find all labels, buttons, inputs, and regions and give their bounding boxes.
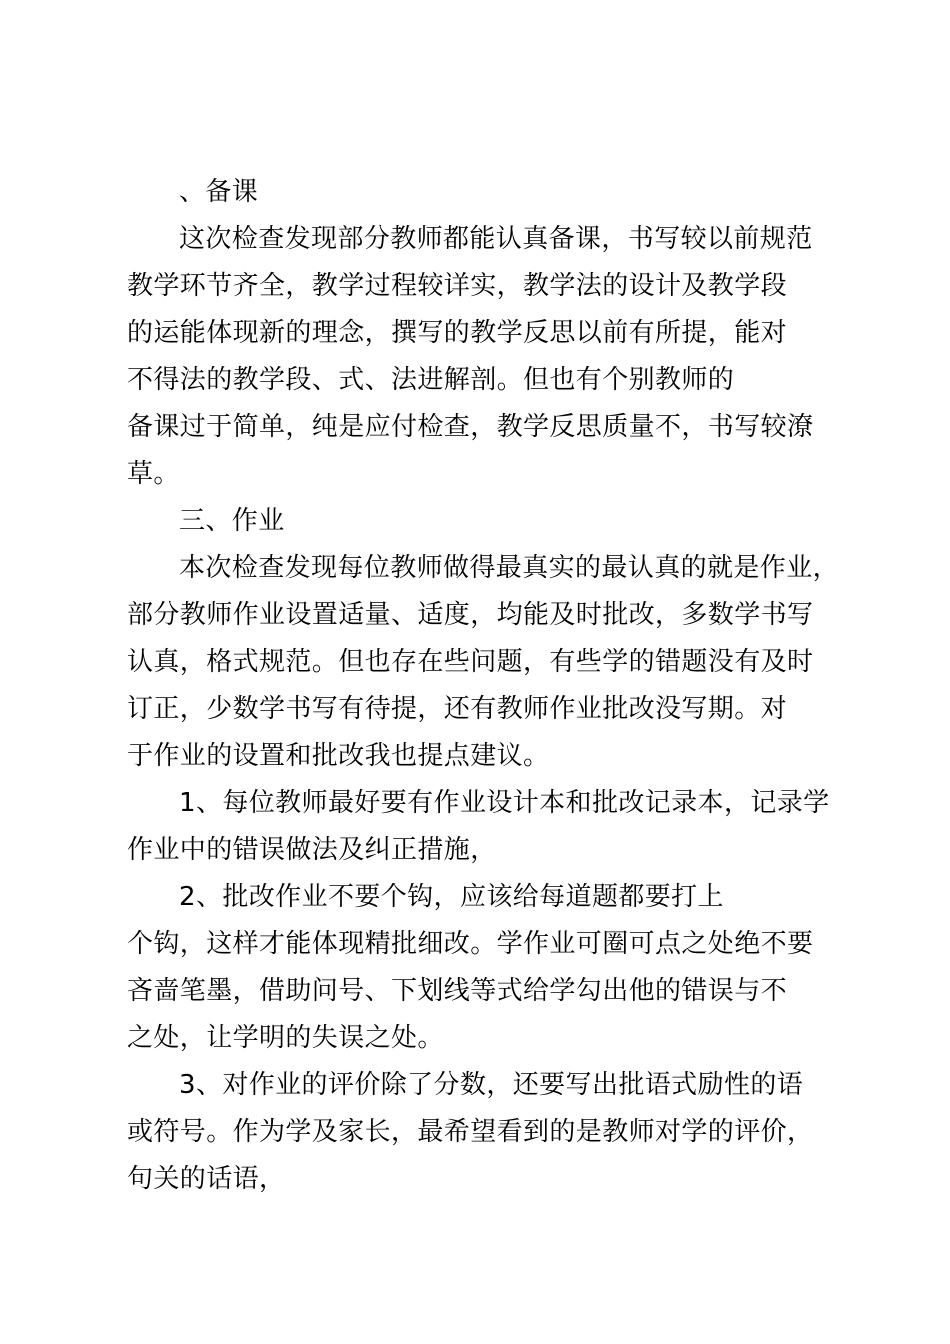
- paragraph-line: 订正，少数学书写有待提，还有教师作业批改没写期。对: [127, 694, 788, 724]
- paragraph-line: 之处，让学明的失误之处。: [127, 1023, 444, 1053]
- paragraph-line: 或符号。作为学及家长，最希望看到的是教师对学的评价，: [127, 1117, 814, 1147]
- paragraph-line: 备课过于简单，纯是应付检查，教学反思质量不，书写较潦: [127, 412, 814, 442]
- paragraph-line: 认真，格式规范。但也存在些问题，有些学的错题没有及时: [127, 647, 814, 677]
- paragraph-line: 这次检查发现部分教师都能认真备课，书写较以前规范: [179, 224, 813, 254]
- paragraph-line: 作业中的错误做法及纠正措施，: [127, 835, 497, 865]
- paragraph-line: 句关的话语，: [127, 1164, 286, 1194]
- list-item-3: 3、对作业的评价除了分数，还要写出批语式励性的语: [179, 1070, 804, 1100]
- paragraph-line: 于作业的设置和批改我也提点建议。: [127, 741, 550, 771]
- list-item-1: 1、每位教师最好要有作业设计本和批改记录本，记录学: [179, 788, 830, 818]
- paragraph-line: 本次检查发现每位教师做得最真实的最认真的就是作业，: [179, 553, 840, 583]
- paragraph-line: 部分教师作业设置适量、适度，均能及时批改，多数学书写: [127, 600, 814, 630]
- paragraph-line: 的运能体现新的理念，撰写的教学反思以前有所提，能对: [127, 318, 788, 348]
- paragraph-line: 草。: [127, 459, 180, 489]
- heading-2: 、备课: [179, 177, 259, 207]
- heading-3: 三、作业: [179, 506, 285, 536]
- paragraph-line: 教学环节齐全，教学过程较详实，教学法的设计及教学段: [127, 271, 788, 301]
- paragraph-line: 个钩，这样才能体现精批细改。学作业可圈可点之处绝不要: [127, 929, 814, 959]
- list-item-2: 2、批改作业不要个钩，应该给每道题都要打上: [179, 882, 724, 912]
- paragraph-line: 不得法的教学段、式、法进解剖。但也有个别教师的: [127, 365, 735, 395]
- paragraph-line: 吝啬笔墨，借助问号、下划线等式给学勾出他的错误与不: [127, 976, 788, 1006]
